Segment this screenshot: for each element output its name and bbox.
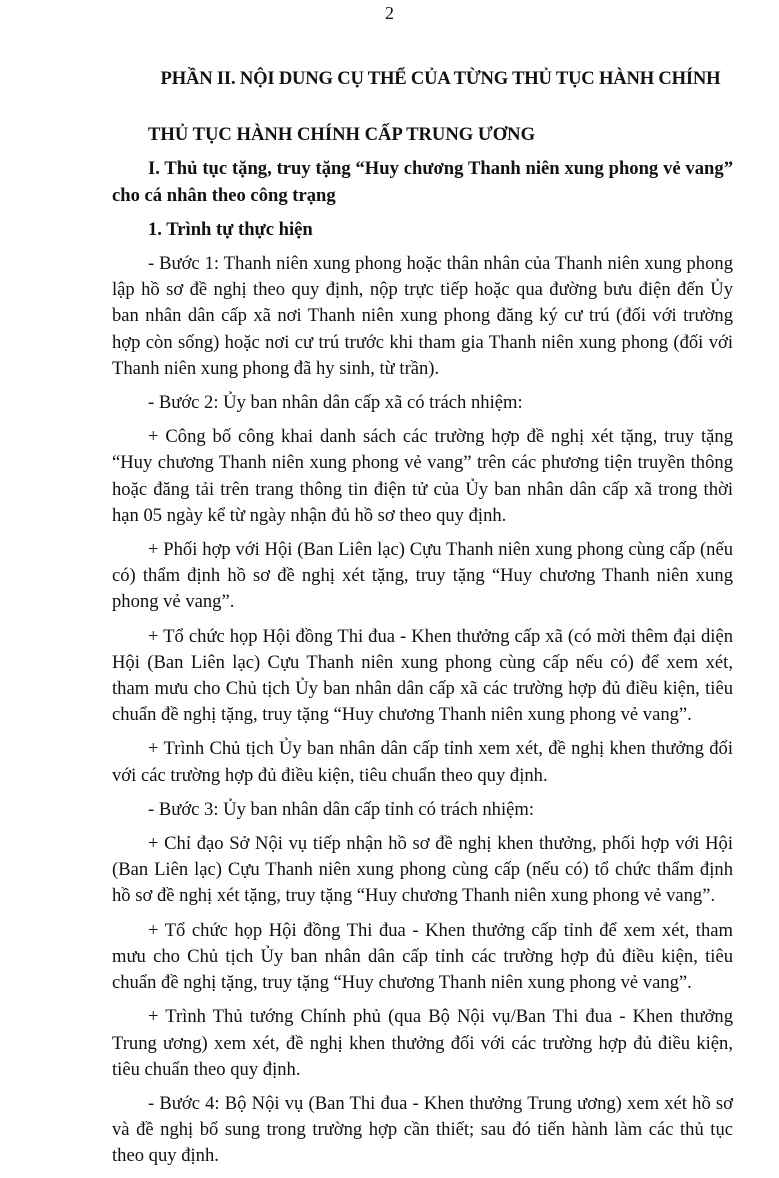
subsection-title: 1. Trình tự thực hiện: [148, 218, 313, 240]
paragraph-step-3: - Bước 3: Ủy ban nhân dân cấp tỉnh có trách nhiệm:: [148, 798, 534, 820]
page-number: 2: [385, 3, 394, 23]
paragraph-step-2-item-publish: + Công bố công khai danh sách các trường hợp đề nghị xét tặng, truy tặng “Huy chương Thanh niên xung phong vẻ vang” trên các phương tiện truyền thông hoặc đăng tải trên trang thông tin điện tử của Ủy ban nhân dân cấp xã trong thời hạn 05 ngày kể từ ngày nhận đủ hồ sơ theo quy định.: [112, 426, 733, 526]
level-title: THỦ TỤC HÀNH CHÍNH CẤP TRUNG ƯƠNG: [148, 124, 536, 146]
paragraph-step-2-item-council: + Tổ chức họp Hội đồng Thi đua - Khen thưởng cấp xã (có mời thêm đại diện Hội (Ban Liên lạc) Cựu Thanh niên xung phong cùng cấp nếu có) để xem xét, tham mưu cho Chủ tịch Ủy ban nhân dân cấp xã các trường hợp đủ điều kiện, tiêu chuẩn đề nghị tặng, truy tặng “Huy chương Thanh niên xung phong vẻ vang”.: [112, 625, 733, 726]
paragraph-step-3-item-direct: + Chỉ đạo Sở Nội vụ tiếp nhận hồ sơ đề nghị khen thưởng, phối hợp với Hội (Ban Liên lạc) Cựu Thanh niên xung phong cùng cấp (nếu có) tổ chức thẩm định hồ sơ đề nghị xét tặng, truy tặng “Huy chương Thanh niên xung phong vẻ vang”.: [112, 833, 733, 907]
paragraph-step-2-item-submit: + Trình Chủ tịch Ủy ban nhân dân cấp tỉnh xem xét, đề nghị khen thưởng đối với các trường hợp đủ điều kiện, tiêu chuẩn theo quy định.: [112, 738, 733, 786]
section-title: I. Thủ tục tặng, truy tặng “Huy chương Thanh niên xung phong vẻ vang” cho cá nhân theo công trạng: [112, 158, 733, 206]
paragraph-step-3-item-council: + Tổ chức họp Hội đồng Thi đua - Khen thưởng cấp tỉnh để xem xét, tham mưu cho Chủ tịch Ủy ban nhân dân cấp tỉnh các trường hợp đủ điều kiện, tiêu chuẩn đề nghị tặng, truy tặng “Huy chương Thanh niên xung phong vẻ vang”.: [112, 919, 733, 994]
part-title: PHẦN II. NỘI DUNG CỤ THỂ CỦA TỪNG THỦ TỤC HÀNH CHÍNH: [160, 68, 721, 89]
paragraph-step-4: - Bước 4: Bộ Nội vụ (Ban Thi đua - Khen thưởng Trung ương) xem xét hồ sơ và đề nghị bổ sung trong trường hợp cần thiết; sau đó tiến hành làm các thủ tục theo quy định.: [112, 1092, 733, 1167]
paragraph-step-1: - Bước 1: Thanh niên xung phong hoặc thân nhân của Thanh niên xung phong lập hồ sơ đề nghị theo quy định, nộp trực tiếp hoặc qua đường bưu điện đến Ủy ban nhân dân cấp xã nơi Thanh niên xung phong đăng ký cư trú (đối với trường hợp còn sống) hoặc nơi cư trú trước khi tham gia Thanh niên xung phong (đối với Thanh niên xung phong đã hy sinh, từ trần).: [112, 253, 733, 379]
paragraph-step-3-item-submit: + Trình Thủ tướng Chính phủ (qua Bộ Nội vụ/Ban Thi đua - Khen thưởng Trung ương) xem xét, đề nghị khen thưởng đối với các trường hợp đủ điều kiện, tiêu chuẩn theo quy định.: [112, 1006, 733, 1080]
document-body: [112, 66, 733, 1178]
paragraph-step-2: - Bước 2: Ủy ban nhân dân cấp xã có trách nhiệm:: [148, 392, 523, 414]
paragraph-step-2-item-coordinate: + Phối hợp với Hội (Ban Liên lạc) Cựu Thanh niên xung phong cùng cấp (nếu có) thẩm định hồ sơ đề nghị xét tặng, truy tặng “Huy chương Thanh niên xung phong vẻ vang”.: [112, 539, 733, 613]
